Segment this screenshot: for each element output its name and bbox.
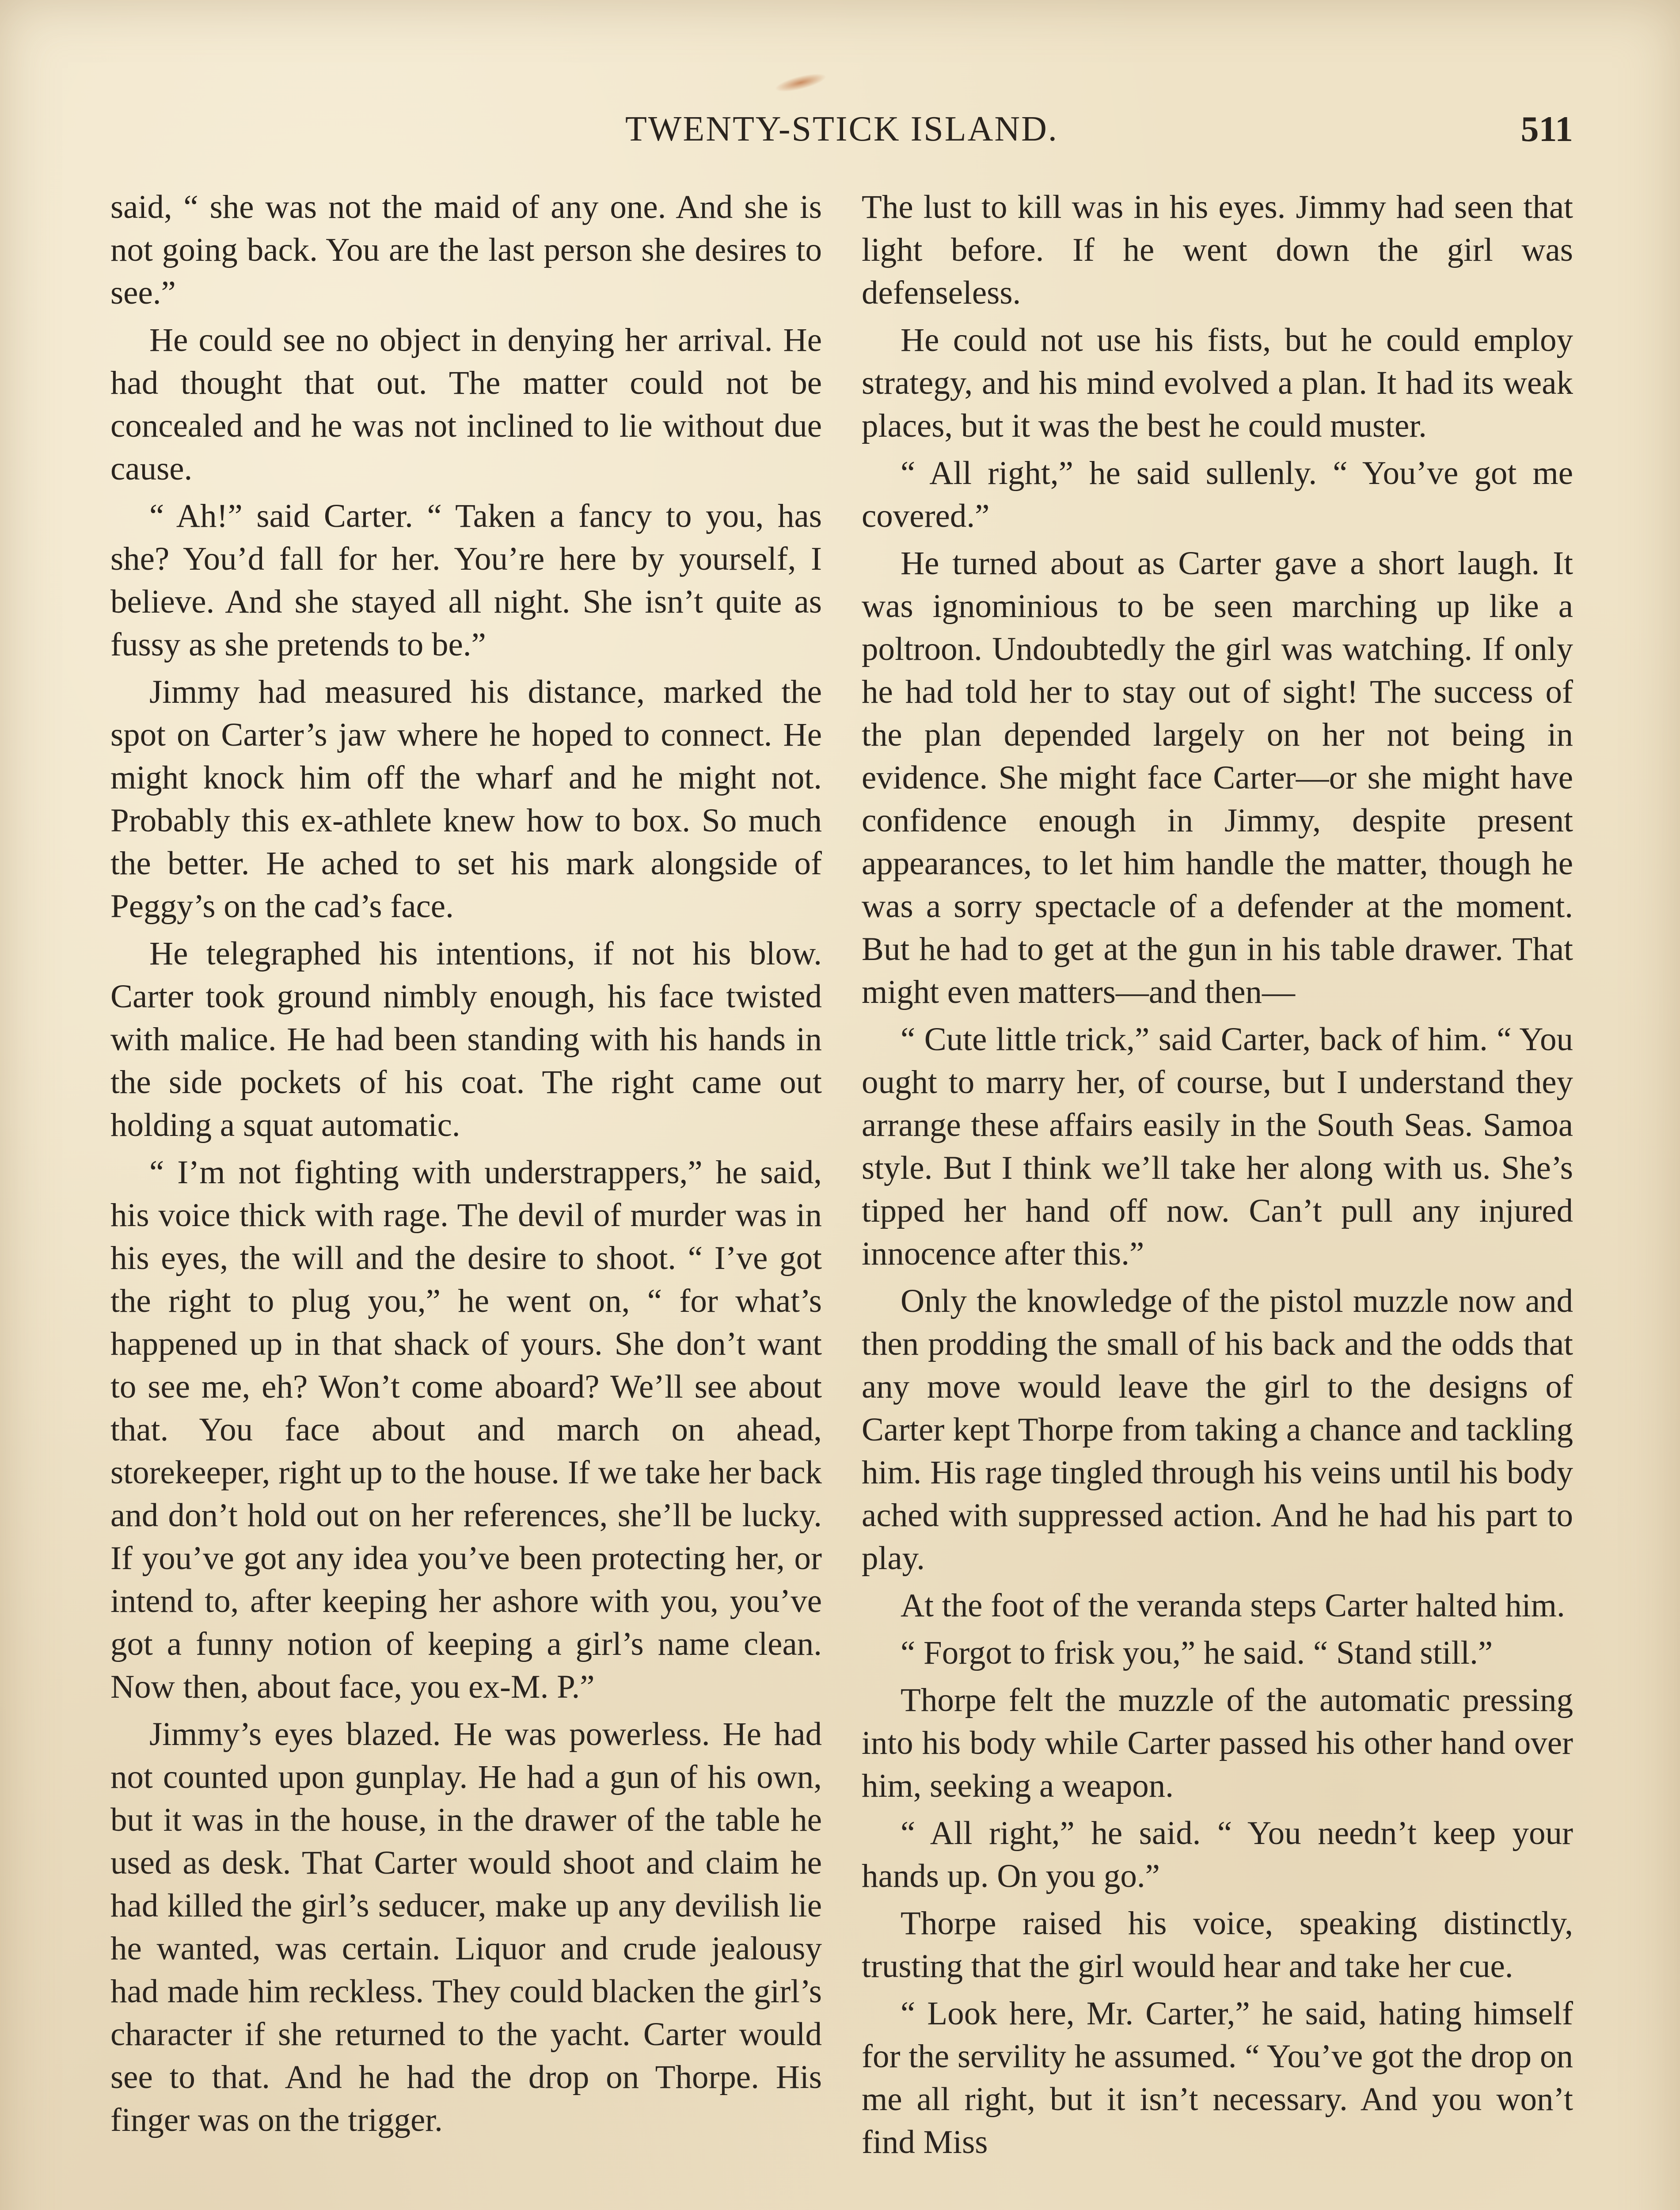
paragraph: He telegraphed his intentions, if not his blow. Carter took ground nimbly enough, his face twisted with malice. He had been standing with his hands in the side pockets of his coat. The right came out holding a squat automatic. [110, 935, 822, 1143]
left-column [110, 186, 822, 2146]
page-number: 511 [1520, 109, 1573, 149]
paragraph: Thorpe felt the muzzle of the automatic pressing into his body while Carter passed his other hand over him, seeking a weapon. [862, 1682, 1573, 1804]
paragraph: Jimmy had measured his distance, marked the spot on Carter’s jaw where he hoped to connect. He might knock him off the wharf and he might not. Probably this ex-athlete knew how to box. So much the better. He ached to set his mark alongside of Peggy’s on the cad’s face. [110, 674, 822, 925]
paragraph: He turned about as Carter gave a short laugh. It was ignominious to be seen marching up like a poltroon. Undoubtedly the girl was watching. If only he had told her to stay out of sight! The success of the plan depended largely on her not being in evidence. She might face Carter—or she might have confidence enough in Jimmy, despite present appearances, to let him handle the matter, though he was a sorry spectacle of a defender at the moment. But he had to get at the gun in his table drawer. That might even matters—and then— [862, 545, 1573, 1010]
paragraph: He could not use his fists, but he could employ strategy, and his mind evolved a plan. It had its weak places, but it was the best he could muster. [862, 322, 1573, 444]
paragraph: “ Cute little trick,” said Carter, back of him. “ You ought to marry her, of course, but I understand they arrange these affairs easily in the South Seas. Samoa style. But I think we’ll take her along with us. She’s tipped her hand off now. Can’t pull any injured innocence after this.” [862, 1021, 1573, 1272]
page-header [110, 103, 1573, 156]
paragraph: “ All right,” he said. “ You needn’t keep your hands up. On you go.” [862, 1815, 1573, 1894]
paragraph: “ Look here, Mr. Carter,” he said, hating himself for the servility he assumed. “ You’ve got the drop on me all right, but it isn’t necessary. And you won’t find Miss [862, 1995, 1573, 2160]
paper-stain [773, 70, 828, 95]
paragraph: “ Ah!” said Carter. “ Taken a fancy to you, has she? You’d fall for her. You’re here by yourself, I believe. And she stayed all night. She isn’t quite as fussy as she pretends to be.” [110, 498, 822, 663]
running-title: TWENTY-STICK ISLAND. [625, 110, 1058, 149]
paragraph: He could see no object in denying her arrival. He had thought that out. The matter could not be concealed and he was not inclined to lie without due cause. [110, 322, 822, 487]
right-column [862, 186, 1573, 2168]
paragraph: “ All right,” he said sullenly. “ You’ve got me covered.” [862, 455, 1573, 534]
paragraph: said, “ she was not the maid of any one. And she is not going back. You are the last person she desires to see.” [110, 189, 822, 311]
paragraph: Jimmy’s eyes blazed. He was powerless. He had not counted upon gunplay. He had a gun of his own, but it was in the house, in the drawer of the table he used as desk. That Carter would shoot and claim he had killed the girl’s seducer, make up any devilish lie he wanted, was certain. Liquor and crude jealousy had made him reckless. They could blacken the girl’s character if she returned to the yacht. Carter would see to that. And he had the drop on Thorpe. His finger was on the trigger. [110, 1716, 822, 2138]
paragraph: Only the knowledge of the pistol muzzle now and then prodding the small of his back and the odds that any move would leave the girl to the designs of Carter kept Thorpe from taking a chance and tackling him. His rage tingled through his veins until his body ached with suppressed action. And he had his part to play. [862, 1283, 1573, 1577]
paragraph: “ I’m not fighting with understrappers,” he said, his voice thick with rage. The devil of murder was in his eyes, the will and the desire to shoot. “ I’ve got the right to plug you,” he went on, “ for what’s happened up in that shack of yours. She don’t want to see me, eh? Won’t come aboard? We’ll see about that. You face about and march on ahead, storekeeper, right up to the house. If we take her back and don’t hold out on her references, she’ll be lucky. If you’ve got any idea you’ve been protecting her, or intend to, after keeping her ashore with you, you’ve got a funny notion of keeping a girl’s name clean. Now then, about face, you ex-M. P.” [110, 1154, 822, 1705]
paragraph: The lust to kill was in his eyes. Jimmy had seen that light before. If he went down the girl was defenseless. [862, 189, 1573, 311]
paragraph: At the foot of the veranda steps Carter halted him. [901, 1587, 1565, 1624]
paragraph: “ Forgot to frisk you,” he said. “ Stand still.” [901, 1635, 1493, 1671]
paragraph: Thorpe raised his voice, speaking distinctly, trusting that the girl would hear and take her cue. [862, 1905, 1573, 1985]
